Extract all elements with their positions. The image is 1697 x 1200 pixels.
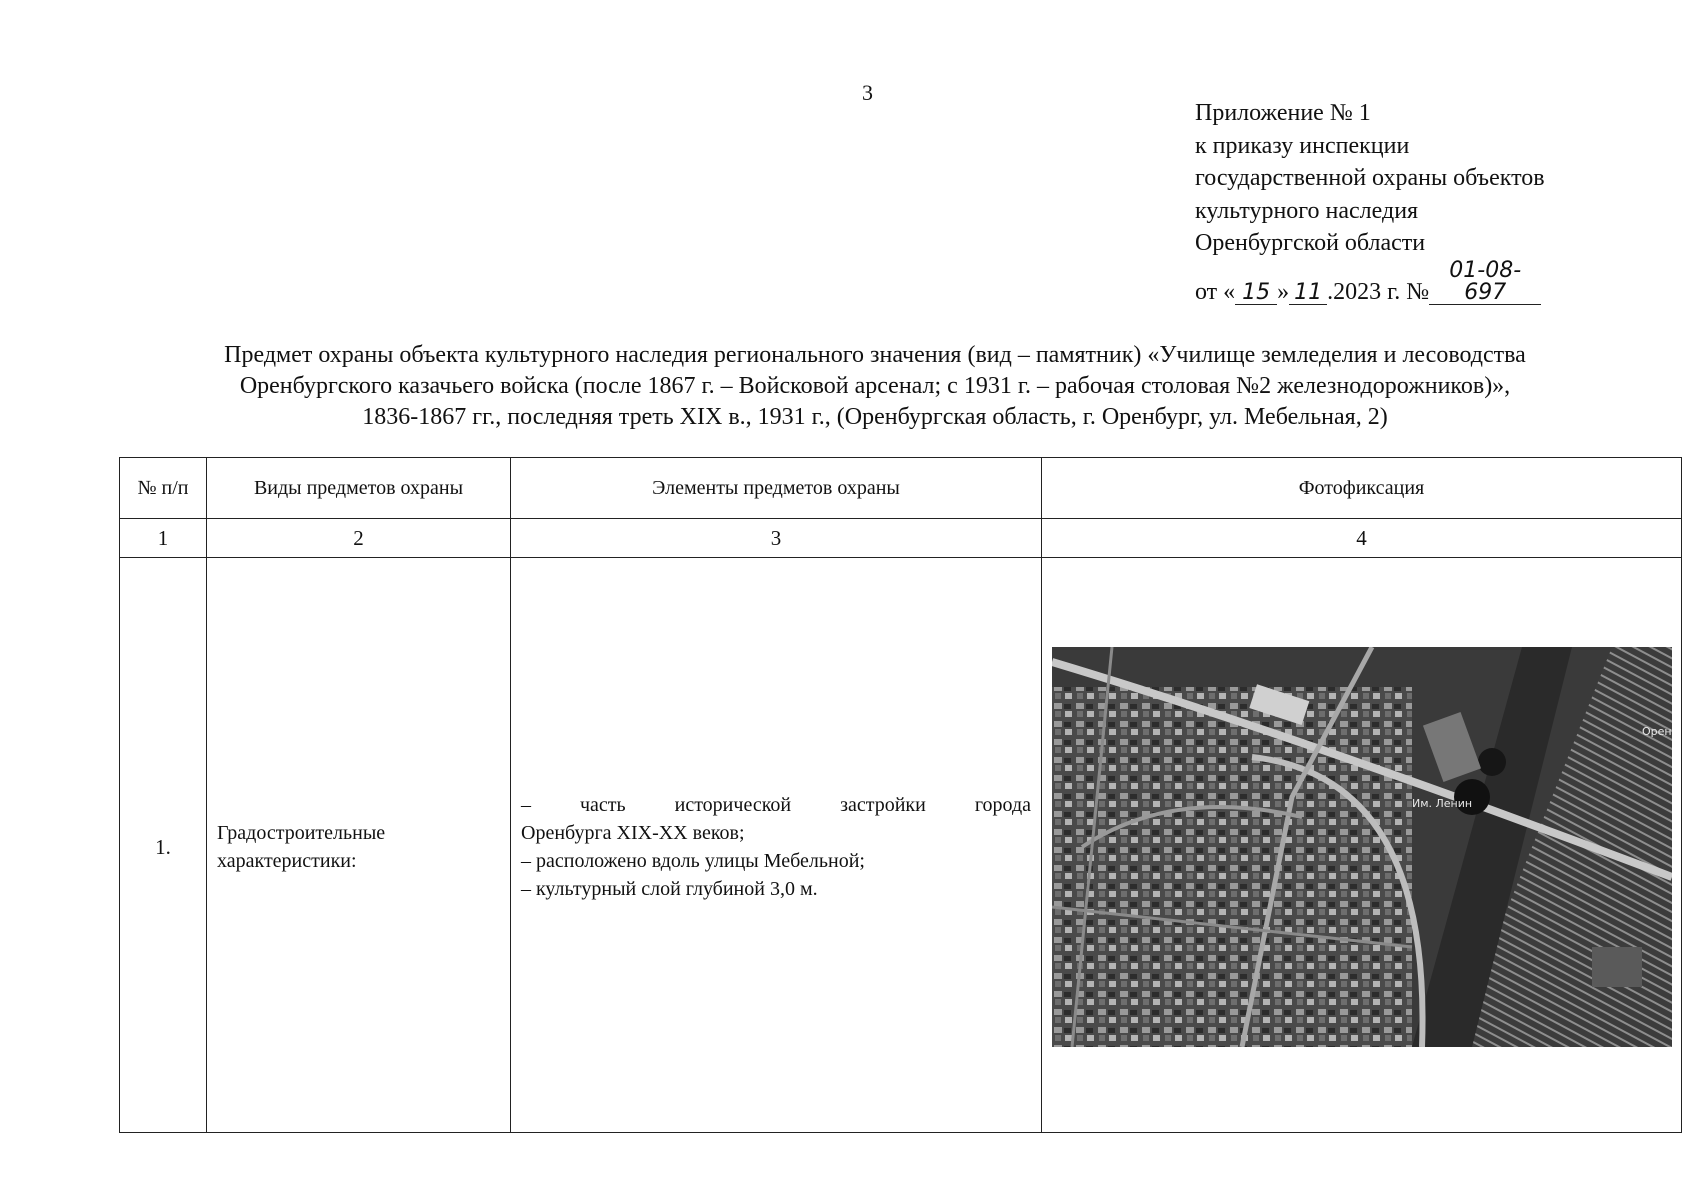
appendix-line: государственной охраны объектов bbox=[1195, 165, 1545, 191]
protection-type: Градостроительные характеристики: bbox=[207, 558, 511, 1133]
row-number: 1. bbox=[120, 558, 207, 1133]
date-year: .2023 г. № bbox=[1327, 278, 1430, 305]
protection-elements bbox=[511, 558, 1042, 1133]
title-line: Оренбургского казачьего войска (после 1867 г. – Войсковой арсенал; с 1931 г. – рабочая столовая №2 железнодорожников)», bbox=[239, 373, 1511, 399]
appendix-block bbox=[1195, 97, 1545, 308]
header-types: Виды предметов охраны bbox=[207, 458, 511, 519]
table-header-row bbox=[120, 458, 1682, 519]
column-number-row bbox=[120, 519, 1682, 558]
satellite-map-image bbox=[1052, 647, 1672, 1047]
appendix-line: Приложение № 1 bbox=[1195, 100, 1371, 126]
photo-cell bbox=[1042, 558, 1682, 1133]
appendix-line: Оренбургской области bbox=[1195, 230, 1426, 256]
handwritten-day: 15 bbox=[1235, 282, 1277, 305]
header-photo: Фотофиксация bbox=[1042, 458, 1682, 519]
appendix-line: к приказу инспекции bbox=[1195, 132, 1410, 159]
header-num: № п/п bbox=[120, 458, 207, 519]
order-date-line bbox=[1195, 257, 1545, 309]
appendix-line: культурного наследия bbox=[1195, 197, 1419, 224]
element-line: – расположено вдоль улицы Мебельной; bbox=[521, 850, 865, 872]
element-line: – культурный слой глубиной 3,0 м. bbox=[521, 878, 818, 900]
handwritten-month: 11 bbox=[1289, 282, 1327, 305]
protection-table bbox=[119, 457, 1682, 1133]
date-prefix: от « bbox=[1195, 278, 1236, 305]
header-elements: Элементы предметов охраны bbox=[511, 458, 1042, 519]
column-number: 3 bbox=[511, 519, 1042, 558]
map-label: Им. Ленин bbox=[1412, 796, 1473, 810]
satellite-photo bbox=[1052, 647, 1672, 1047]
column-number: 4 bbox=[1042, 519, 1682, 558]
table-row bbox=[120, 558, 1682, 1133]
handwritten-order-number: 01-08-697 bbox=[1429, 260, 1541, 305]
element-line: Оренбурга XIX-XX веков; bbox=[521, 822, 745, 844]
date-mid: » bbox=[1277, 278, 1290, 305]
column-number: 1 bbox=[120, 519, 207, 558]
column-number: 2 bbox=[207, 519, 511, 558]
page-number: 3 bbox=[862, 80, 873, 105]
element-line: – часть исторической застройки города bbox=[521, 794, 1031, 816]
title-line: 1836-1867 гг., последняя треть XIX в., 1931 г., (Оренбургская область, г. Оренбург, ул. Мебельная, 2) bbox=[362, 404, 1388, 430]
map-edge-label: Орен bbox=[1642, 724, 1672, 738]
document-title bbox=[90, 340, 1660, 433]
title-line: Предмет охраны объекта культурного наследия регионального значения (вид – памятник) «Училище земледелия и лесоводства bbox=[224, 342, 1526, 368]
